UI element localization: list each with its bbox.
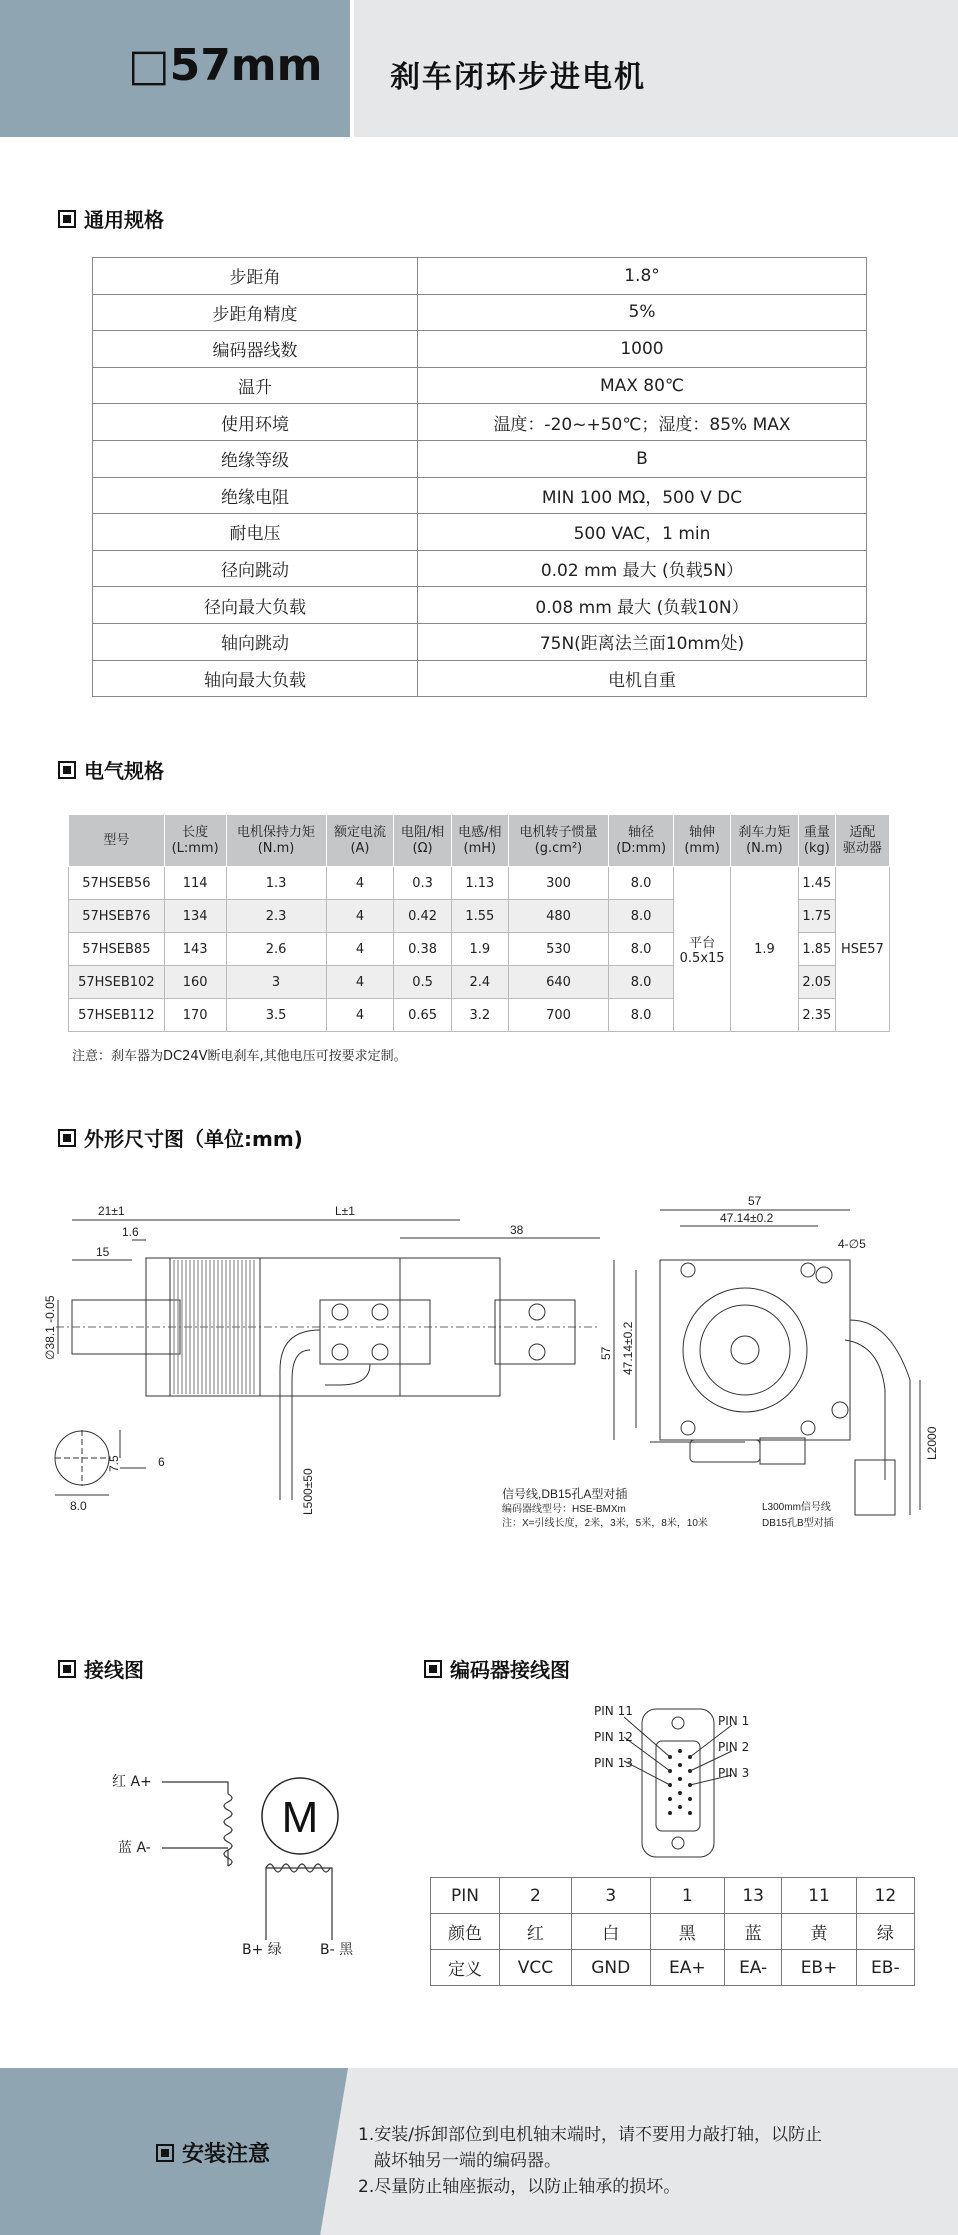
square-bullet-icon [58, 1129, 76, 1147]
elec-cell: 8.0 [609, 966, 674, 999]
header-band [0, 0, 958, 137]
motor-front-view [660, 1260, 850, 1440]
dim-57-side: 57 [599, 1346, 613, 1360]
pin-table-cell: 黑 [650, 1914, 724, 1950]
elec-cell: 114 [164, 867, 226, 900]
spec-row [93, 331, 867, 368]
pin-table-cell: EB+ [782, 1950, 856, 1986]
encoder-pin-table [430, 1877, 915, 1986]
pin-table-row [431, 1950, 915, 1986]
dim-6: 6 [158, 1455, 165, 1469]
elec-header-cell: 适配 驱动器 [835, 815, 889, 867]
spec-key: 轴向最大负载 [93, 660, 418, 697]
elec-header-cell: 电阻/相 (Ω) [394, 815, 451, 867]
elec-header-cell: 额定电流 (A) [326, 815, 394, 867]
elec-header-cell: 长度 (L:mm) [164, 815, 226, 867]
dim-phi38: ∅38.1 -0.05 [43, 1295, 57, 1360]
spec-row [93, 514, 867, 551]
elec-cell: 8.0 [609, 933, 674, 966]
spec-value: B [418, 440, 867, 477]
weight-cell: 1.45 [798, 867, 835, 900]
elec-cell: 0.42 [394, 900, 451, 933]
spec-key: 使用环境 [93, 404, 418, 441]
wiring-diagram [100, 1740, 420, 1960]
pin-2-label: PIN 2 [718, 1740, 750, 1754]
spec-value: 温度：-20~+50℃；湿度：85% MAX [418, 404, 867, 441]
elec-cell: 0.5 [394, 966, 451, 999]
elec-header-cell: 轴径 (D:mm) [609, 815, 674, 867]
install-note-1: 1.安装/拆卸部位到电机轴末端时，请不要用力敲打轴，以防止 [358, 2125, 822, 2145]
install-note-2: 2.尽量防止轴座振动，以防止轴承的损坏。 [358, 2177, 681, 2197]
dim-l2000: L2000 [925, 1426, 939, 1460]
spec-value: 电机自重 [418, 660, 867, 697]
dim-47-top: 47.14±0.2 [720, 1211, 774, 1225]
spec-row [93, 477, 867, 514]
spec-value: MIN 100 MΩ，500 V DC [418, 477, 867, 514]
pin-table-row [431, 1914, 915, 1950]
pin-table-cell: 蓝 [724, 1914, 781, 1950]
elec-cell: 8.0 [609, 900, 674, 933]
shaft-extension-cell: 平台 0.5x15 [674, 867, 731, 1032]
square-bullet-icon [58, 761, 76, 779]
pin-table-cell: GND [571, 1950, 650, 1986]
elec-header-cell: 电感/相 (mH) [451, 815, 508, 867]
dim-21: 21±1 [98, 1204, 125, 1218]
dim-15: 15 [96, 1245, 110, 1259]
elec-cell: 134 [164, 900, 226, 933]
elec-row [69, 867, 890, 900]
square-bullet-icon [156, 2144, 174, 2162]
elec-cell: 57HSEB112 [69, 999, 165, 1032]
elec-cell: 2.6 [226, 933, 326, 966]
general-spec-title: 通用规格 [84, 208, 164, 232]
general-spec-table [92, 257, 867, 697]
elec-cell: 2.4 [451, 966, 508, 999]
elec-cell: 0.65 [394, 999, 451, 1032]
weight-cell: 2.35 [798, 999, 835, 1032]
pin-table-row [431, 1878, 915, 1914]
driver-cell: HSE57 [835, 867, 889, 1032]
frame-size-label: □57mm [128, 40, 323, 91]
pin-table-cell: EA- [724, 1950, 781, 1986]
elec-cell: 57HSEB56 [69, 867, 165, 900]
dim-l: L±1 [335, 1204, 355, 1218]
spec-value: 75N(距离法兰面10mm处) [418, 623, 867, 660]
spec-value: 0.02 mm 最大 (负载5N） [418, 550, 867, 587]
weight-cell: 2.05 [798, 966, 835, 999]
elec-cell: 700 [508, 999, 608, 1032]
spec-value: MAX 80℃ [418, 367, 867, 404]
electrical-spec-table [68, 814, 890, 1032]
install-notes [358, 2122, 918, 2200]
pin-1-label: PIN 1 [718, 1714, 750, 1728]
install-note-1b: 敲坏轴另一端的编码器。 [374, 2151, 561, 2171]
product-title: 刹车闭环步进电机 [390, 60, 646, 95]
db15-connector [580, 1695, 820, 1865]
pin-table-cell: 白 [571, 1914, 650, 1950]
pin-12-label: PIN 12 [594, 1730, 633, 1744]
elec-header-cell: 型号 [69, 815, 165, 867]
spec-row [93, 258, 867, 295]
spec-value: 500 VAC，1 min [418, 514, 867, 551]
spec-key: 步距角 [93, 258, 418, 295]
spec-row [93, 623, 867, 660]
elec-cell: 160 [164, 966, 226, 999]
pin-table-cell: PIN [431, 1878, 500, 1914]
spec-row [93, 550, 867, 587]
elec-cell: 57HSEB85 [69, 933, 165, 966]
elec-header-cell: 电机保持力矩 (N.m) [226, 815, 326, 867]
dim-l500: L500±50 [301, 1468, 315, 1515]
elec-cell: 1.55 [451, 900, 508, 933]
wire-black-label: B- 黑 [320, 1942, 354, 1958]
elec-cell: 4 [326, 999, 394, 1032]
square-bullet-icon [58, 210, 76, 228]
motor-letter: M [281, 1793, 319, 1842]
spec-row [93, 294, 867, 331]
spec-key: 步距角精度 [93, 294, 418, 331]
pin-13-label: PIN 13 [594, 1756, 633, 1770]
pin-table-cell: 12 [856, 1878, 914, 1914]
elec-cell: 0.3 [394, 867, 451, 900]
pin-3-label: PIN 3 [718, 1766, 750, 1780]
spec-value: 1.8° [418, 258, 867, 295]
dimension-title: 外形尺寸图（单位:mm) [84, 1127, 303, 1151]
elec-cell: 57HSEB76 [69, 900, 165, 933]
spec-row [93, 404, 867, 441]
signal-note-1: 信号线,DB15孔A型对插 [502, 1487, 628, 1501]
spec-value: 1000 [418, 331, 867, 368]
brake-torque-cell: 1.9 [730, 867, 798, 1032]
wiring-title: 接线图 [84, 1658, 144, 1682]
square-bullet-icon [424, 1660, 442, 1678]
elec-cell: 57HSEB102 [69, 966, 165, 999]
pin-table-cell: EB- [856, 1950, 914, 1986]
elec-cell: 0.38 [394, 933, 451, 966]
signal-note-4: L300mm信号线 [762, 1502, 831, 1513]
pin-table-cell: EA+ [650, 1950, 724, 1986]
dim-57-top: 57 [748, 1194, 762, 1208]
signal-note-2: 编码器线型号：HSE-BMXm [502, 1504, 626, 1515]
spec-value: 0.08 mm 最大 (负载10N） [418, 587, 867, 624]
spec-key: 绝缘电阻 [93, 477, 418, 514]
dim-8: 8.0 [70, 1499, 87, 1513]
elec-cell: 2.3 [226, 900, 326, 933]
dimension-heading [58, 1123, 303, 1152]
wire-red-label: 红 A+ [112, 1774, 152, 1790]
elec-cell: 3.2 [451, 999, 508, 1032]
elec-cell: 8.0 [609, 999, 674, 1032]
signal-note-5: DB15孔B型对插 [762, 1518, 834, 1529]
elec-cell: 8.0 [609, 867, 674, 900]
weight-cell: 1.85 [798, 933, 835, 966]
pin-table-cell: VCC [500, 1950, 572, 1986]
wire-green-label: B+ 绿 [242, 1942, 282, 1958]
elec-cell: 4 [326, 966, 394, 999]
pin-table-cell: 绿 [856, 1914, 914, 1950]
spec-row [93, 367, 867, 404]
signal-note-3: 注：X=引线长度，2米，3米，5米，8米，10米 [502, 1518, 708, 1529]
spec-key: 绝缘等级 [93, 440, 418, 477]
spec-key: 温升 [93, 367, 418, 404]
spec-key: 径向跳动 [93, 550, 418, 587]
spec-row [93, 440, 867, 477]
elec-cell: 1.13 [451, 867, 508, 900]
pin-table-cell: 11 [782, 1878, 856, 1914]
pin-table-cell: 2 [500, 1878, 572, 1914]
pin-table-cell: 定义 [431, 1950, 500, 1986]
elec-cell: 3 [226, 966, 326, 999]
dim-47-side: 47.14±0.2 [621, 1321, 635, 1375]
dimension-drawing [40, 1180, 940, 1560]
elec-cell: 3.5 [226, 999, 326, 1032]
spec-row [93, 660, 867, 697]
dim-38: 38 [510, 1223, 524, 1237]
pin-table-cell: 1 [650, 1878, 724, 1914]
elec-header-cell: 刹车力矩 (N.m) [730, 815, 798, 867]
elec-cell: 4 [326, 867, 394, 900]
dim-1-6: 1.6 [122, 1225, 139, 1239]
elec-cell: 640 [508, 966, 608, 999]
pin-table-cell: 3 [571, 1878, 650, 1914]
pin-11-label: PIN 11 [594, 1704, 633, 1718]
encoder-heading [424, 1654, 570, 1683]
elec-header-cell: 重量 (kg) [798, 815, 835, 867]
weight-cell: 1.75 [798, 900, 835, 933]
brake-note: 注意：刹车器为DC24V断电刹车,其他电压可按要求定制。 [72, 1049, 407, 1064]
install-title: 安装注意 [182, 2142, 271, 2167]
elec-cell: 1.9 [451, 933, 508, 966]
electrical-spec-heading [58, 755, 164, 784]
pin-table-cell: 13 [724, 1878, 781, 1914]
wire-blue-label: 蓝 A- [118, 1840, 151, 1856]
elec-header-cell: 电机转子惯量 (g.cm²) [508, 815, 608, 867]
elec-cell: 300 [508, 867, 608, 900]
elec-cell: 530 [508, 933, 608, 966]
dim-holes: 4-∅5 [838, 1237, 866, 1251]
elec-cell: 143 [164, 933, 226, 966]
elec-cell: 1.3 [226, 867, 326, 900]
spec-row [93, 587, 867, 624]
spec-key: 轴向跳动 [93, 623, 418, 660]
spec-key: 耐电压 [93, 514, 418, 551]
spec-key: 径向最大负载 [93, 587, 418, 624]
pin-table-cell: 红 [500, 1914, 572, 1950]
spec-value: 5% [418, 294, 867, 331]
dim-7-5: 7.5 [107, 1455, 121, 1472]
pin-table-cell: 黄 [782, 1914, 856, 1950]
electrical-spec-title: 电气规格 [84, 759, 164, 783]
elec-cell: 170 [164, 999, 226, 1032]
pin-table-cell: 颜色 [431, 1914, 500, 1950]
install-heading [156, 2137, 270, 2168]
general-spec-heading [58, 204, 164, 233]
square-bullet-icon [58, 1660, 76, 1678]
encoder-title: 编码器接线图 [450, 1658, 570, 1682]
elec-cell: 480 [508, 900, 608, 933]
elec-header-cell: 轴伸 (mm) [674, 815, 731, 867]
elec-cell: 4 [326, 900, 394, 933]
elec-cell: 4 [326, 933, 394, 966]
spec-key: 编码器线数 [93, 331, 418, 368]
wiring-heading [58, 1654, 144, 1683]
